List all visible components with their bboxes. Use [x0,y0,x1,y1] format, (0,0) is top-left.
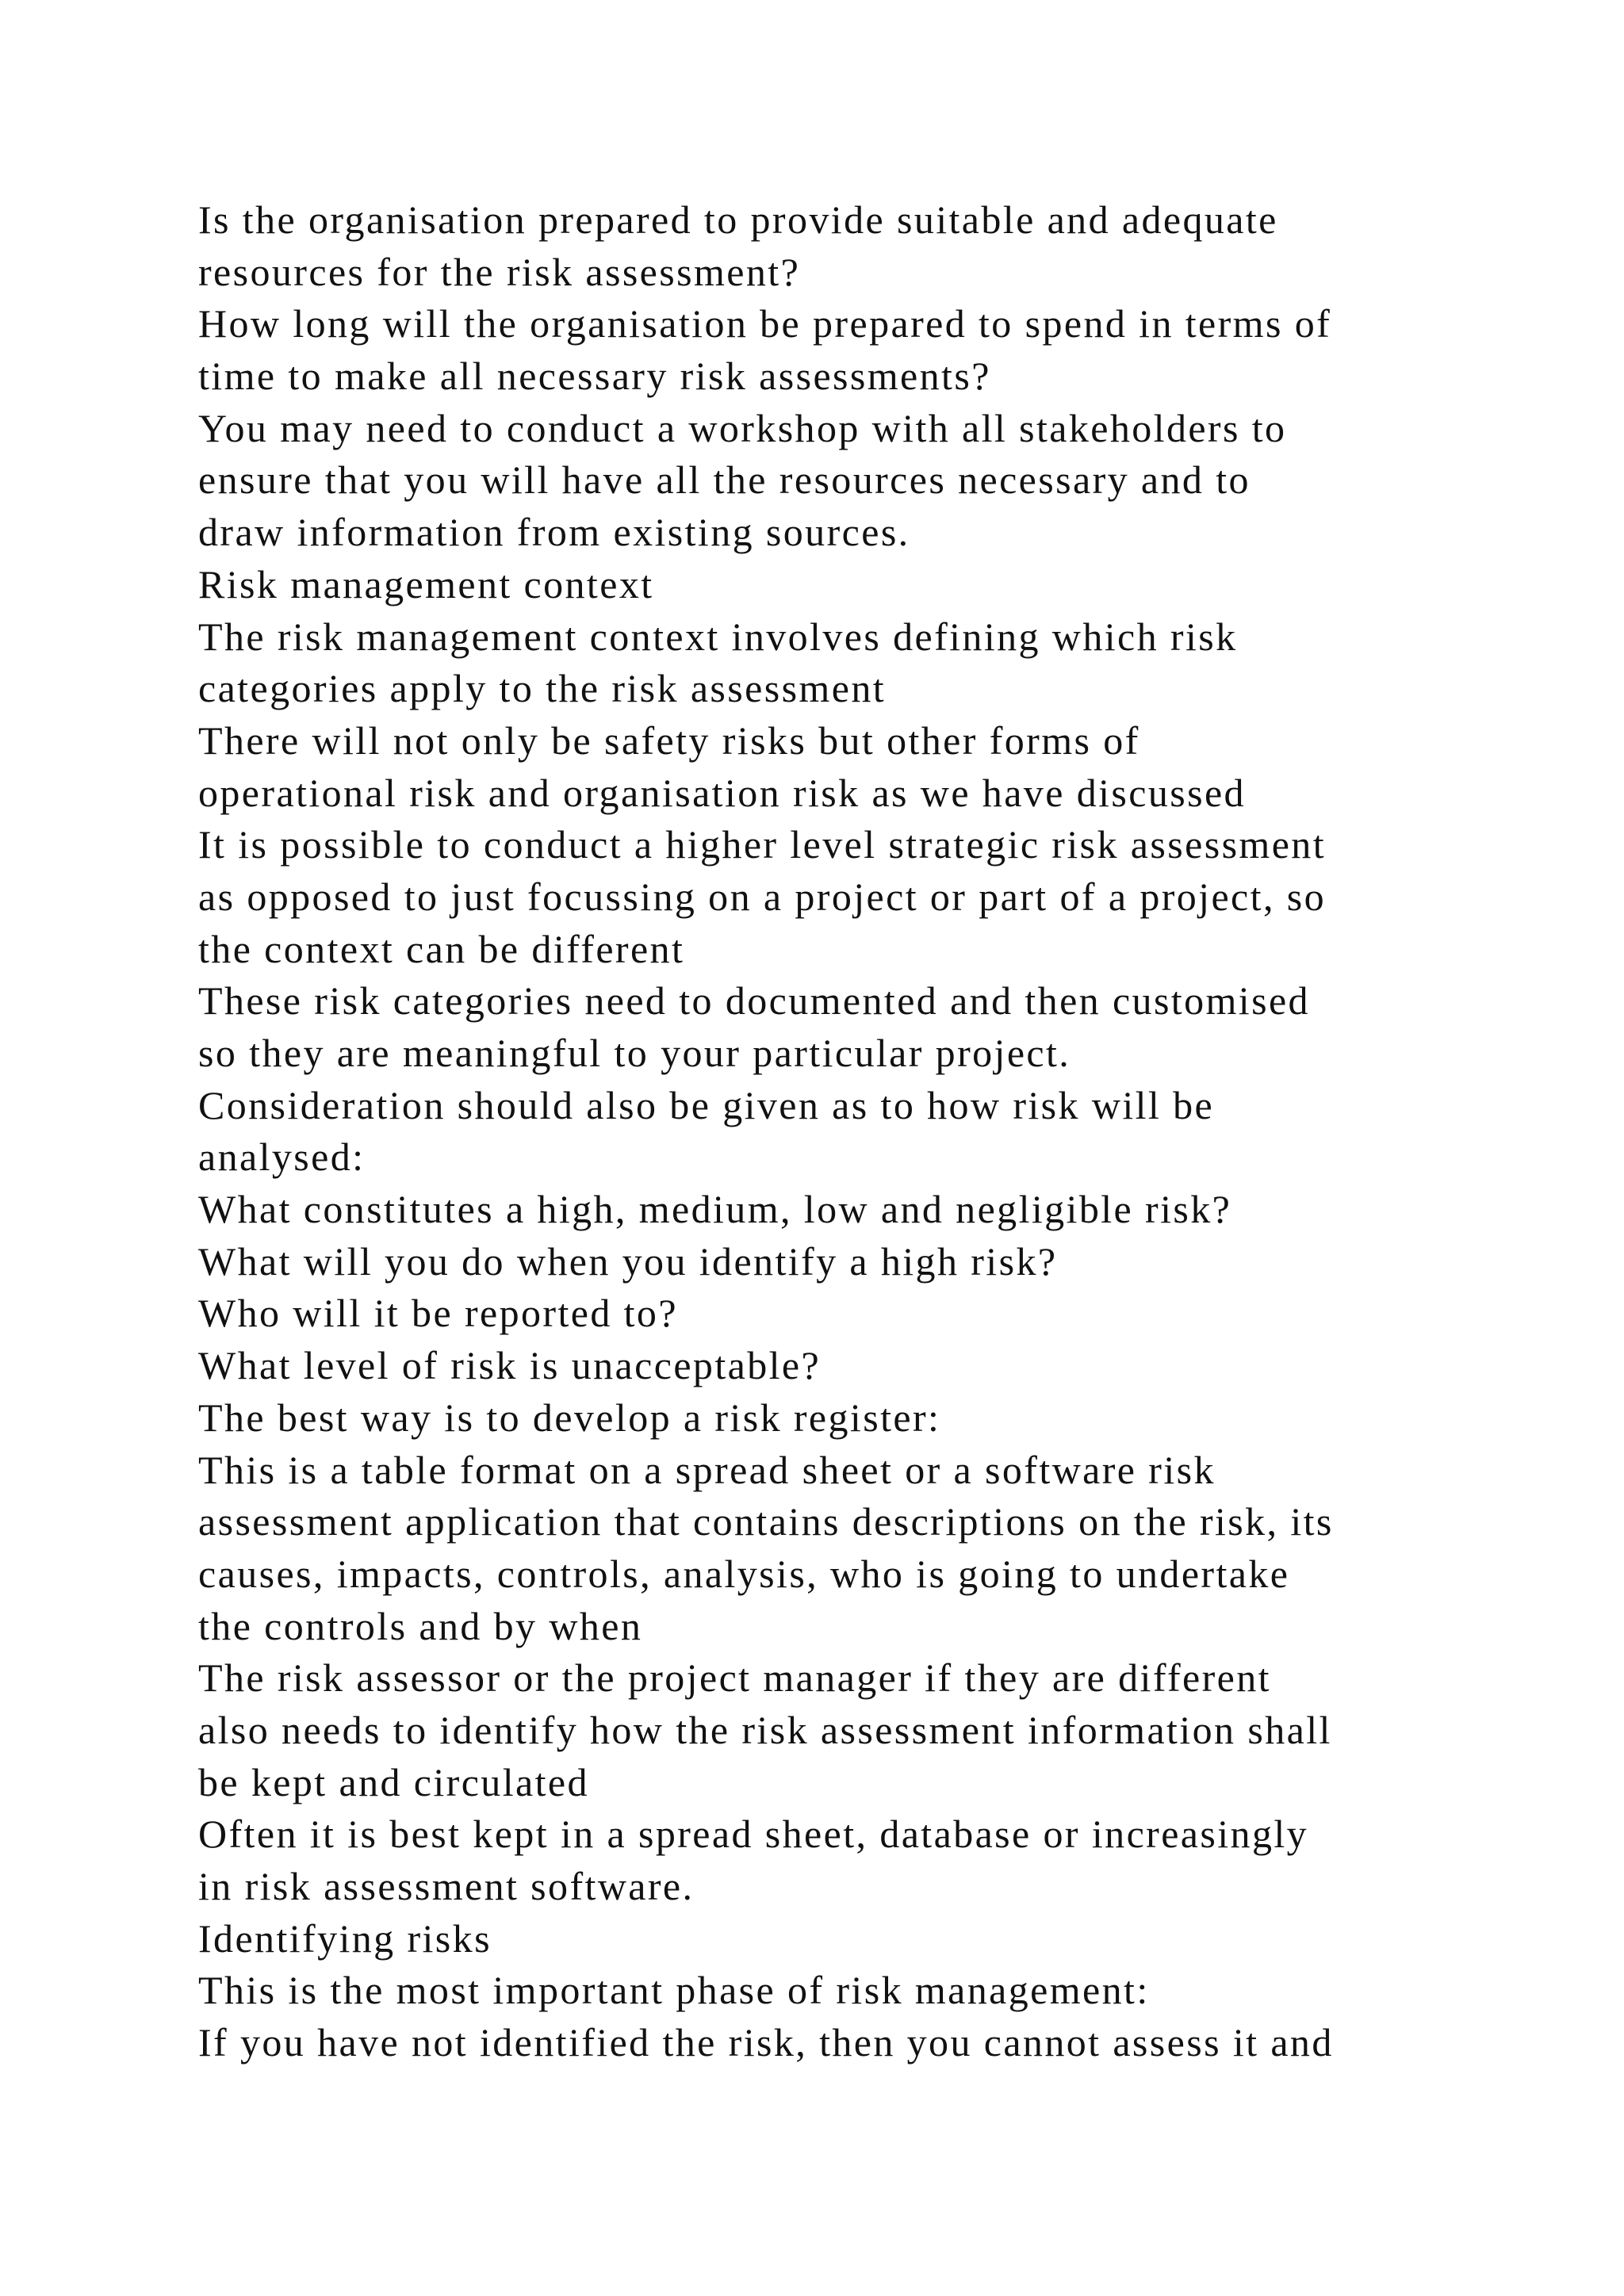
text-line: What constitutes a high, medium, low and negligible risk? [198,1187,1232,1232]
text-line: This is the most important phase of risk management: [198,1968,1150,2013]
text-line: the controls and by when [198,1603,643,1648]
text-line: Who will it be reported to? [198,1291,678,1336]
text-line: Consideration should also be given as to how risk will be [198,1082,1215,1127]
text-line: If you have not identified the risk, then you cannot assess it and [198,2020,1334,2065]
section-heading: Identifying risks [198,1915,492,1961]
section-heading: Risk management context [198,561,654,607]
text-line: Is the organisation prepared to provide suitable and adequate [198,197,1278,242]
text-line: You may need to conduct a workshop with all stakeholders to [198,405,1287,450]
text-line: What will you do when you identify a high risk? [198,1238,1058,1284]
text-line: This is a table format on a spread sheet or a software risk [198,1447,1216,1492]
text-line: The risk assessor or the project manager if they are different [198,1655,1271,1701]
text-line: assessment application that contains descriptions on the risk, its [198,1499,1334,1544]
text-line: categories apply to the risk assessment [198,666,887,711]
text-line: resources for the risk assessment? [198,249,801,294]
text-line: There will not only be safety risks but other forms of [198,718,1140,763]
text-line: It is possible to conduct a higher level strategic risk assessment [198,822,1326,867]
text-line: in risk assessment software. [198,1864,695,1908]
text-line: analysed: [198,1135,366,1180]
text-line: ensure that you will have all the resources necessary and to [198,457,1251,503]
text-line: as opposed to just focussing on a project or part of a project, so [198,874,1326,919]
text-line: so they are meaningful to your particular project. [198,1031,1071,1075]
text-line: the context can be different [198,926,685,971]
document-body [198,194,1507,2069]
text-line: Often it is best kept in a spread sheet, database or increasingly [198,1812,1309,1857]
text-line: The risk management context involves defining which risk [198,614,1238,659]
text-line: How long will the organisation be prepared to spend in terms of [198,301,1332,346]
text-line: time to make all necessary risk assessments? [198,354,991,399]
text-line: These risk categories need to documented and then customised [198,978,1310,1024]
text-line: also needs to identify how the risk assessment information shall [198,1707,1332,1752]
text-line: causes, impacts, controls, analysis, who is going to undertake [198,1551,1290,1596]
text-line: operational risk and organisation risk as we have discussed [198,770,1246,815]
text-line: What level of risk is unacceptable? [198,1343,822,1388]
text-line: draw information from existing sources. [198,510,910,555]
text-line: be kept and circulated [198,1759,589,1804]
text-line: The best way is to develop a risk register: [198,1395,941,1440]
